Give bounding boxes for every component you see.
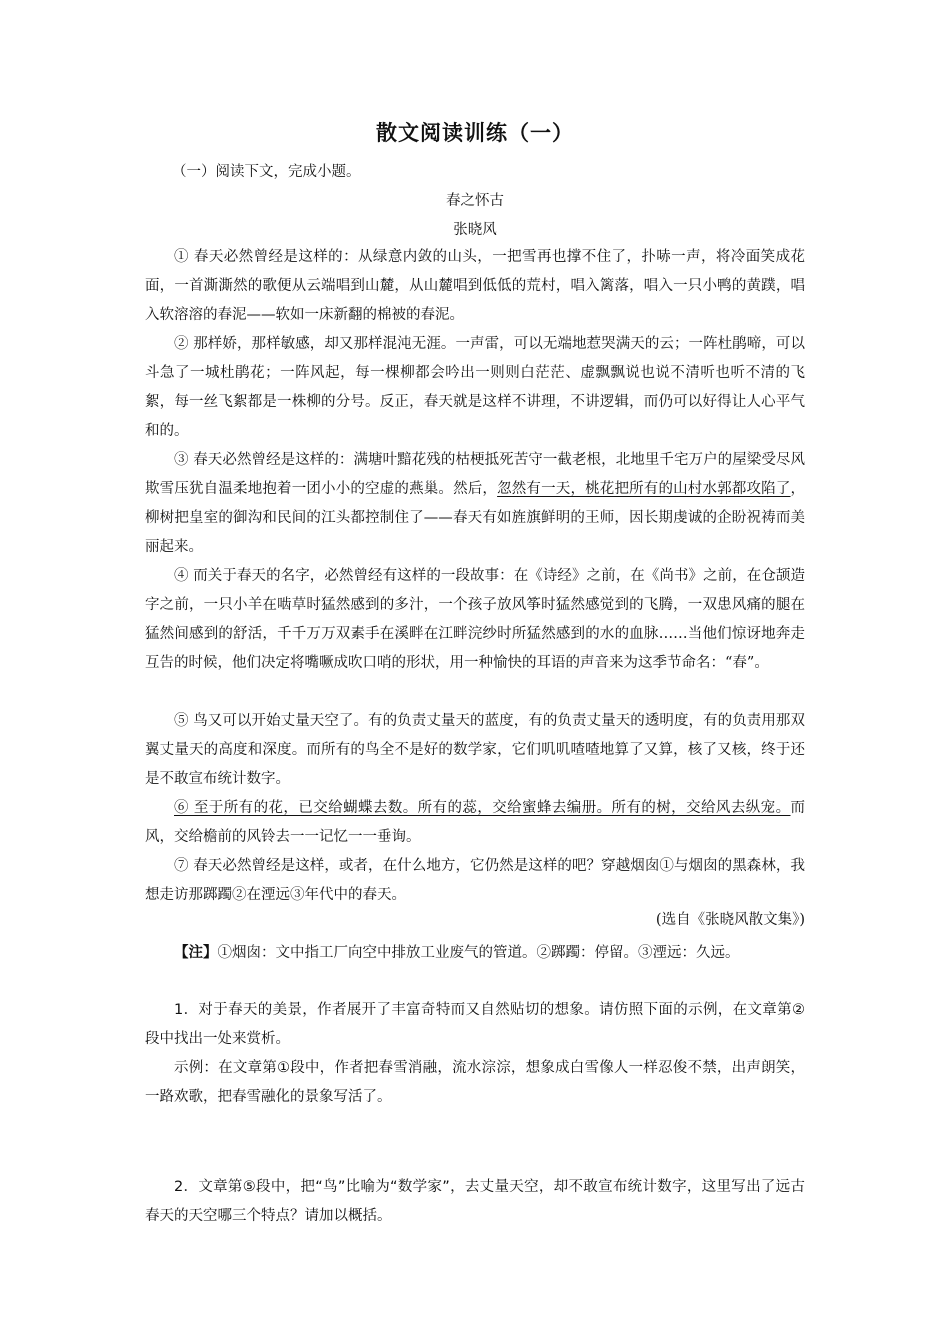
essay-author: 张晓风 [453,222,497,238]
source-citation: (选自《张晓风散文集》) [655,912,805,928]
paragraph-4: ④ 而关于春天的名字，必然曾经有这样的一段故事：在《诗经》之前，在《尚书》之前，在仓颉造字之前，一只小羊在啮草时猛然感到的多汁，一个孩子放风筝时猛然感觉到的飞腾，一双患风痛的腿在猛然间感到的舒活，千千万万双素手在溪畔在江畔浣纱时所猛然感到的水的血脉……当他们惊讶地奔走互告的时候，他们决定将嘴噘成吹口哨的形状，用一种愉快的耳语的声音来为这季节命名：“春”。 [145,568,805,671]
paragraph-6 [145,794,805,852]
paragraph-7: ⑦ 春天必然曾经是这样，或者，在什么地方，它仍然是这样的吧？穿越烟囱①与烟囱的黑森林，我想走访那踯躅②在湮远③年代中的春天。 [145,858,805,903]
paragraph-6-text: 而风，交给檐前的风铃去一一记忆一一垂询。 [145,800,805,845]
paragraph-6-underlined: ⑥ 至于所有的花，已交给蝴蝶去数。所有的蕊，交给蜜蜂去编册。所有的树，交给风去纵宠。 [174,800,791,816]
paragraph-3-text-b: ，柳树把皇室的御沟和民间的江头都控制住了——春天有如旌旗鲜明的王师，因长期虔诚的企盼祝祷而美丽起来。 [145,481,806,555]
paragraph-2: ② 那样娇，那样敏感，却又那样混沌无涯。一声雷，可以无端地惹哭满天的云；一阵杜鹃啼，可以斗急了一城杜鹃花；一阵风起，每一棵柳都会吟出一则则白茫茫、虚飘飘说也说不清听也听不清的飞絮，每一丝飞絮都是一株柳的分号。反正，春天就是这样不讲理，不讲逻辑，而仍可以好得让人心平气和的。 [145,336,805,439]
section-instruction: （一）阅读下文，完成小题。 [172,164,361,180]
paragraph-3-text-a: ③ 春天必然曾经是这样的：满塘叶黯花残的枯梗抵死苦守一截老根，北地里千宅万户的屋梁受尽风欺雪压犹自温柔地抱着一团小小的空虚的燕巢。然后， [145,452,805,497]
paragraph-3 [145,446,805,562]
essay-title: 春之怀古 [446,193,504,209]
page-title: 散文阅读训练（一） [376,121,574,145]
paragraph-5: ⑤ 鸟又可以开始丈量天空了。有的负责丈量天的蓝度，有的负责丈量天的透明度，有的负责用那双翼丈量天的高度和深度。而所有的鸟全不是好的数学家，它们叽叽喳喳地算了又算，核了又核，终于还是不敢宣布统计数字。 [145,713,805,787]
footnote-text: ①烟囱：文中指工厂向空中排放工业废气的管道。②踯躅：停留。③湮远：久远。 [217,945,740,961]
paragraph-1: ① 春天必然曾经是这样的：从绿意内敛的山头，一把雪再也撑不住了，扑哧一声，将冷面笑成花面，一首澌澌然的歌便从云端唱到山麓，从山麓唱到低低的荒村，唱入篱落，唱入一只小鸭的黄蹼，唱入软溶溶的春泥——软如一床新翻的棉被的春泥。 [145,249,805,323]
question-1-example: 示例：在文章第①段中，作者把春雪消融，流水淙淙，想象成白雪像人一样忍俊不禁，出声朗笑，一路欢歌，把春雪融化的景象写活了。 [145,1060,805,1105]
footnote-label: 【注】 [174,944,218,961]
question-2: 2．文章第⑤段中，把“鸟”比喻为“数学家”，去丈量天空，却不敢宣布统计数字，这里写出了远古春天的天空哪三个特点？请加以概括。 [145,1179,805,1224]
question-1: 1．对于春天的美景，作者展开了丰富奇特而又自然贴切的想象。请仿照下面的示例，在文章第②段中找出一处来赏析。 [145,1002,805,1047]
footnote [145,938,805,968]
paragraph-3-underlined: 忽然有一天，桃花把所有的山村水郭都攻陷了 [497,481,791,497]
